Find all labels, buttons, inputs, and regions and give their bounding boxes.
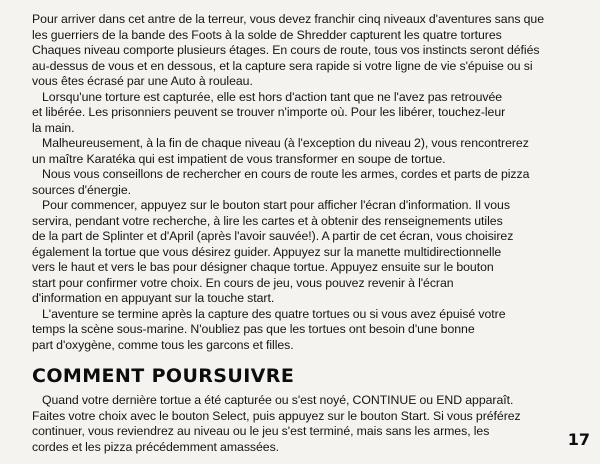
text-line: Faites votre choix avec le bouton Select, puis appuyez sur le bouton Start. Si vous préférez [32, 408, 521, 423]
text-line: également la tortue que vous désirez guider. Appuyez sur la manette multidirectionnelle [32, 244, 502, 259]
section-heading: COMMENT POURSUIVRE [32, 365, 295, 387]
text-line: sources d'énergie. [32, 182, 131, 197]
text-line: vers le haut et vers le bas pour désigner chaque tortue. Appuyez ensuite sur le bouton [32, 260, 494, 274]
text-line: part d'oxygène, comme tous les garcons et filles. [32, 337, 294, 352]
text-line: Malheureusement, à la fin de chaque niveau (à l'exception du niveau 2), vous rencontrerez [42, 136, 529, 150]
text-line: au-dessus de vous et en dessous, et la capture sera rapide si votre ligne de vie s'épuise ou si [32, 58, 533, 73]
text-line: Quand votre dernière tortue a été capturée ou s'est noyé, CONTINUE ou END apparaît. [42, 393, 514, 407]
text-line: Lorsqu'une torture est capturée, elle est hors d'action tant que ne l'avez pas retrouvée [42, 89, 503, 104]
text-line: temps la scène sous-marine. N'oubliez pas que les tortues ont besoin d'une bonne [32, 322, 475, 336]
text-line: les guerriers de la bande des Foots à la solde de Shredder capturent les quatre tortures [32, 27, 502, 42]
section-text-block [32, 393, 572, 455]
text-line: servira, pendant votre recherche, à lire les cartes et à obtenir des renseignements utiles [32, 213, 503, 228]
text-line: Pour arriver dans cet antre de la terreur, vous devez franchir cinq niveaux d'aventures sans que [32, 12, 544, 26]
text-line: la main. [32, 120, 75, 135]
text-line: vous êtes écrasé par une Auto à rouleau. [32, 74, 253, 88]
page-number: 17 [567, 430, 590, 449]
text-line: et libérée. Les prisonniers peuvent se trouver n'importe où. Pour les libérer, touchez-leur [32, 105, 506, 119]
text-line: Pour commencer, appuyez sur le bouton start pour afficher l'écran d'information. Il vous [42, 198, 510, 212]
text-line: Nous vous conseillons de rechercher en cours de route les armes, cordes et parts de pizza [42, 167, 530, 181]
text-line: de la part de Splinter et d'April (après l'avoir sauvée!). A partir de cet écran, vous choisirez [32, 229, 514, 243]
text-line: un maître Karatéka qui est impatient de vous transformer en soupe de tortue. [32, 151, 446, 166]
text-line: continuer, vous reviendrez au niveau ou le jeu s'est terminé, mais sans les armes, les [32, 424, 490, 438]
text-line: start pour confirmer votre choix. En cours de jeu, vous pouvez revenir à l'écran [32, 275, 454, 290]
text-line: Chaques niveau comporte plusieurs étages. En cours de route, tous vos instincts seront défiés [32, 43, 540, 57]
text-line: L'aventure se termine après la capture des quatre tortues ou si vous avez épuisé votre [42, 306, 506, 321]
main-text-block [32, 12, 588, 353]
text-line: cordes et les pizza précédemment amassées. [32, 439, 280, 454]
text-line: d'information en appuyant sur la touche start. [32, 291, 275, 305]
